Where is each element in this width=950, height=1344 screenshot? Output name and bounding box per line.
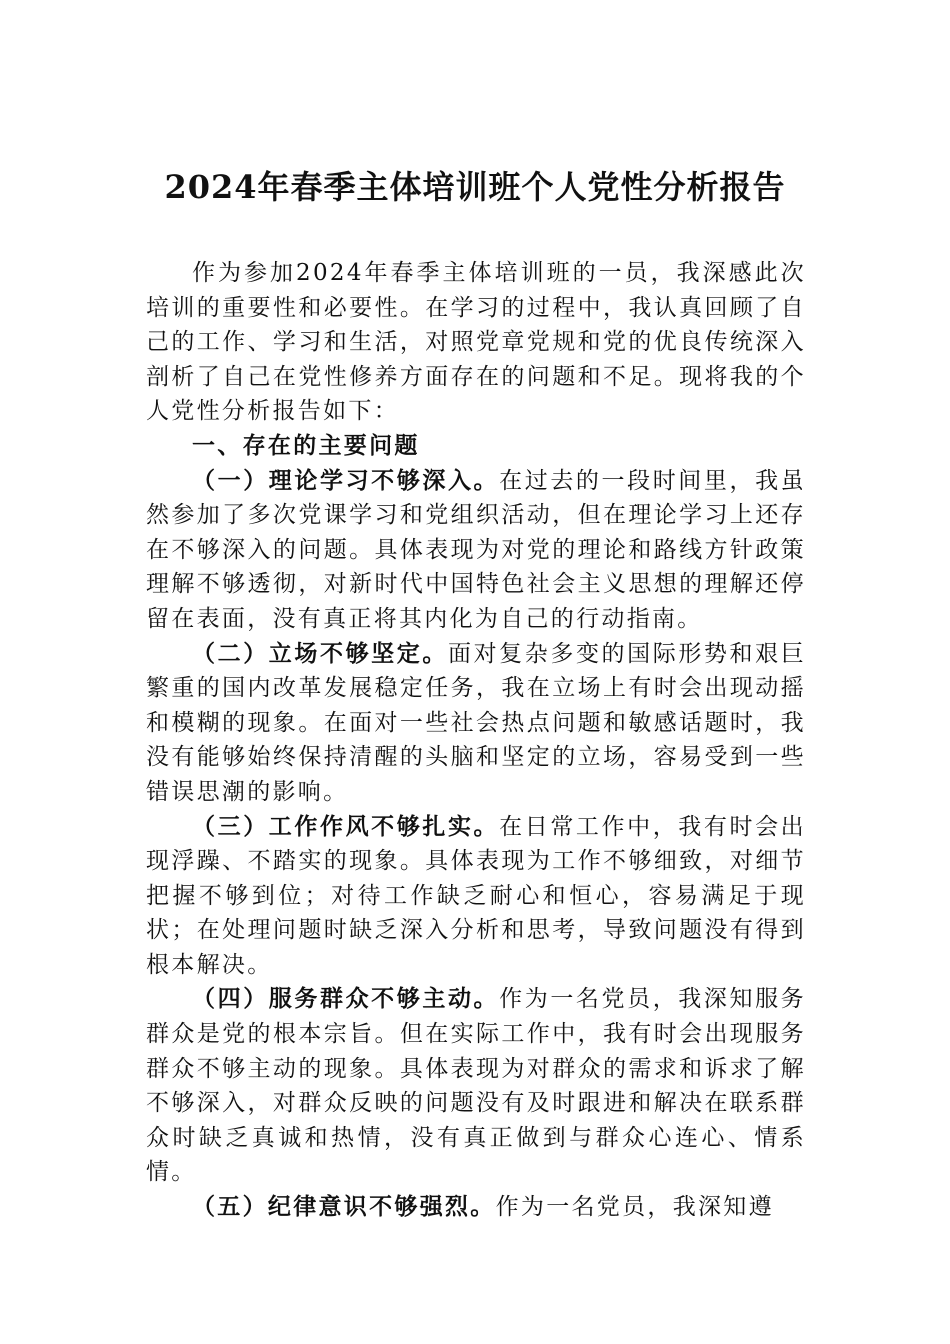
problem-lead: （四）服务群众不够主动。 (192, 985, 500, 1013)
problem-lead: （二）立场不够坚定。 (192, 639, 448, 667)
problem-text: 作为一名党员，我深知服务群众是党的根本宗旨。但在实际工作中，我有时会出现服务群众不够主动的现象。具体表现为对群众的需求和诉求了解不够深入，对群众反映的问题没有及时跟进和解决在联系群众时缺乏真诚和热情，没有真正做到与群众心连心、情系情。 (146, 986, 806, 1186)
problem-paragraph-2 (146, 637, 806, 810)
intro-paragraph: 作为参加2024年春季主体培训班的一员，我深感此次培训的重要性和必要性。在学习的过程中，我认真回顾了自己的工作、学习和生活，对照党章党规和党的优良传统深入剖析了自己在党性修养方面存在的问题和不足。现将我的个人党性分析报告如下： (146, 260, 806, 425)
document-title: 2024年春季主体培训班个人党性分析报告 (164, 168, 786, 206)
problem-paragraph-1 (146, 464, 806, 637)
problem-lead: （三）工作作风不够扎实。 (192, 812, 500, 840)
problem-text: 在日常工作中，我有时会出现浮躁、不踏实的现象。具体表现为工作不够细致，对细节把握不够到位；对待工作缺乏耐心和恒心，容易满足于现状；在处理问题时缺乏深入分析和思考，导致问题没有得到根本解决。 (146, 813, 806, 978)
document-body (146, 256, 806, 1225)
problem-text: 作为一名党员，我深知遵 (495, 1194, 774, 1221)
problem-paragraph-3 (146, 810, 806, 983)
problem-lead: （五）纪律意识不够强烈。 (192, 1193, 496, 1221)
problem-text: 在过去的一段时间里，我虽然参加了多次党课学习和党组织活动，但在理论学习上还存在不够深入的问题。具体表现为对党的理论和路线方针政策理解不够透彻，对新时代中国特色社会主义思想的理解还停留在表面，没有真正将其内化为自己的行动指南。 (146, 467, 806, 632)
problem-paragraph-4 (146, 982, 806, 1190)
section-heading: 一、存在的主要问题 (192, 432, 420, 459)
problem-paragraph-5 (146, 1190, 806, 1225)
problem-lead: （一）理论学习不够深入。 (192, 466, 500, 494)
problem-text: 面对复杂多变的国际形势和艰巨繁重的国内改革发展稳定任务，我在立场上有时会出现动摇和模糊的现象。在面对一些社会热点问题和敏感话题时，我没有能够始终保持清醒的头脑和坚定的立场，容易受到一些错误思潮的影响。 (146, 640, 807, 805)
